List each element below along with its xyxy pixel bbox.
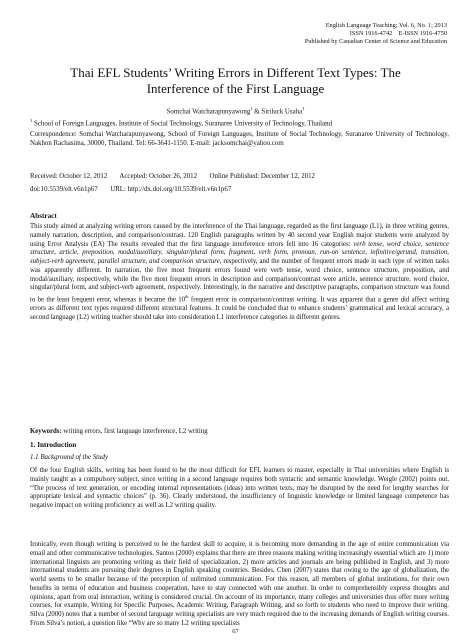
section-heading: 1. Introduction xyxy=(30,441,77,449)
author-name: Somchai Watcharapunyawong xyxy=(166,108,251,116)
body-paragraph: Ironically, even though writing is perceived to be the hardest skill to acquire, it is becoming more demanding in the age of entire communication via email and other communicative technologies. Santos (2000) explains that there are three reasons making writing increasingly essential which are 1) more international linguists are promoting writing as their field of specialization, 2) more articles and journals are being published in English, and 3) more international students are pursuing their degrees in English speaking countries. Besides, Chen (2007) states that owing to the age of globalization, the world seems to be smaller because of the perception of unlimited communication. For this reason, all members of global institutions, for their own benefits in terms of education and business cooperation, have to stay connected with one another. In order to comprehensibly express thoughts and opinions, apart from oral interaction, writing is considered crucial. On account of its importance, many colleges and universities thus offer more writing courses, for example, Writing for Specific Purposes, Academic Writing, Paragraph Writing, and so forth to students who need to improve their writing. Silva (2000) notes that a number of second language writing specialists are very much required due to the increasing demands of English writing courses. From Silva’s notion, a question like “Why are so many L2 writing specialists xyxy=(30,541,449,626)
abstract-part: This study aimed at analyzing writing errors caused by the interference of the Thai language, regarded as the first language (L1), in three writing genres, namely narration, description, and comparison/contrast. 120 English paragraphs written by 40 second year English major students were analyzed by using Error Analysis (EA) The results revealed that the first language interference errors fell into 16 categories: xyxy=(30,223,449,248)
ordinal-suffix: th xyxy=(185,294,189,299)
author-affiliation-mark: 1 xyxy=(302,106,305,111)
doi-line xyxy=(30,185,449,194)
received-date: Received: October 12, 2012 xyxy=(30,173,108,180)
abstract-heading: Abstract xyxy=(30,212,57,220)
body-paragraph: Of the four English skills, writing has been found to be the most difficult for EFL learners to master, especially in Thai universities where English is mainly taught as a compulsory subject, since writing in a second language requires both syntactic and semantic knowledge. Weigle (2002) points out, “The process of text generation, or encoding internal representations (ideas) into written texts, may be disrupted by the need for lengthy searches for appropriate lexical and syntactic choices” (p. 36). Clearly understood, the insufficiency of linguistic knowledge or limited language competence has negative impact on writing proficiency as well as L2 writing quality. xyxy=(30,467,449,509)
author-connector: & xyxy=(252,108,262,116)
doi-url[interactable]: URL: http://dx.doi.org/10.5539/elt.v6n1p67 xyxy=(110,186,232,193)
affiliation xyxy=(30,116,449,128)
subsection-heading: 1.1 Background of the Study xyxy=(30,454,109,461)
keywords-text: writing errors, first language interference, L2 writing xyxy=(61,428,208,435)
correspondence: Correspondence: Somchai Watcharapunyawong, School of Foreign Languages, Institute of Social Technology, Suranaree University of Technology, Nakhon Rachasima, 30000, Thailand. Tel: 66-3641-1150. E-mail: jacksomchai@yahoo.com xyxy=(30,131,449,147)
publication-dates xyxy=(30,172,449,181)
affiliation-mark: 1 xyxy=(30,118,33,123)
abstract-part: frequent error in comparison/contrast writing. It was apparent that a genre did affect writing errors as different text types required different structural features. It could be concluded that to enhance students’ grammatical and lexical accuracy, a second language (L2) writing teacher should take into consideration L1 interference categories in different genres. xyxy=(30,296,449,321)
page-number: 67 xyxy=(232,628,239,635)
online-date: Online Published: December 12, 2012 xyxy=(209,173,315,180)
journal-volume: English Language Teaching; Vol. 6, No. 1; 2013 xyxy=(325,22,447,29)
abstract-part: , respectively, and the number of frequent errors made in each type of written tasks was apparently different. In narration, the five most frequent errors found were verb tense, word choice, sentence structure, preposition, and modal/auxiliary, respectively, while the five most frequent errors in description and comparison/contrast were article, sentence structure, word choice, singular/plural form, and subject-verb agreement, respectively. Interestingly, in the narrative and descriptive paragraphs, comparison structure was found to be the least frequent error, whereas it became the 10 xyxy=(30,258,449,304)
journal-header xyxy=(305,22,447,47)
author-name: Siriluck Usaha xyxy=(261,108,303,116)
abstract-text xyxy=(30,223,449,323)
affiliation-text: School of Foreign Languages, Institute of Social Technology, Suranaree University of Technology, Thailand xyxy=(32,120,333,128)
article-title: Thai EFL Students’ Writing Errors in Different Text Types: The Interference of the First Language xyxy=(70,65,401,96)
author-line xyxy=(20,104,451,116)
abstract-categories: verb tense, word choice, sentence structure, article, preposition, modal/auxiliary, singular/plural form, fragment, verb form, pronoun, run-on sentence, infinitive/gerund, transition, subject-verb agreement, parallel structure, and comparison structure xyxy=(30,240,449,265)
doi: doi:10.5539/elt.v6n1p67 xyxy=(30,186,98,193)
author-affiliation-mark: 1 xyxy=(250,106,253,111)
journal-publisher: Published by Canadian Center of Science and Education xyxy=(304,38,447,46)
keywords xyxy=(30,428,449,437)
journal-issn: ISSN 1916-4742 E-ISSN 1916-4750 xyxy=(349,30,447,38)
accepted-date: Accepted: October 26, 2012 xyxy=(119,173,198,180)
keywords-label: Keywords: xyxy=(30,428,62,435)
